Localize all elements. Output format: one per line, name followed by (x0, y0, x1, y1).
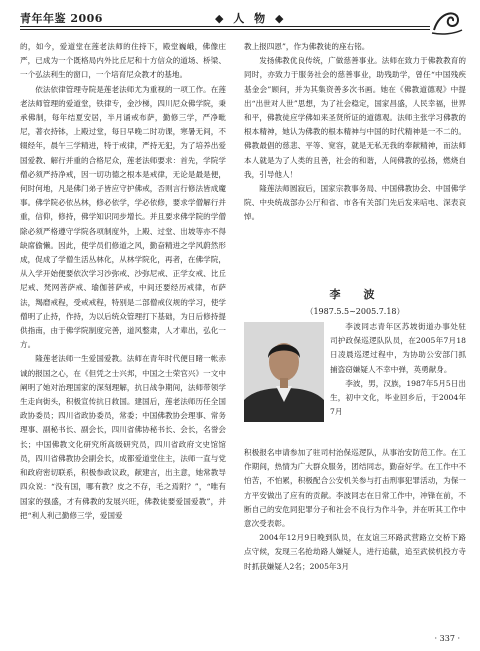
paragraph: 积极报名申请参加了驻司村治保巡逻队，从事治安防范工作。在工作期间，热情为广大群众服务，团结同志，勤奋好学。在工作中不怕苦，不怕累，积极配合公安机关参与打击刑事犯罪活动，为保一方平安做出了应有的贡献。李波同志在日常工作中，冲锋在前，不断自己的安危同犯罪分子和社会不良行为作斗争，并在听其工作中意次受表彰。 (244, 448, 466, 529)
paragraph: 发扬佛教优良传统，广做慈善事业。法师在致力于佛教教育的同时，亦致力于服务社会的慈善事业，助残助学，曾任“中国残疾基金会”顾问，并为其集资善多次书画。她在《佛教道德观》中提出“出世对人世”思想，为了社会稳定，国家昌盛，人民幸福，世界和平，佛教徒应学佛如来圣贤所证的道德观。法师主张学习佛教的根本精神，她认为佛教的根本精神与中国的时代精神是一不二的。佛教最倡的慈悲、平等、宽容，就是无私无我的奉献精神，而法师本人就是为了人类的且善，社会的和谐，人间佛教的弘扬，燃烧自我，引导他人！ (244, 56, 466, 179)
right-article-column (244, 40, 466, 230)
portrait-photo (244, 322, 324, 422)
decorative-swirl-icon (430, 6, 464, 36)
yearbook-title: 青年年鉴 2006 (20, 12, 103, 25)
paragraph: 隆莲法师圆寂后，国家宗教事务局、中国佛教协会、中国佛学院、中央统战部办公厅和省、市各有关部门先后发来唁电、深表哀悼。 (244, 184, 466, 222)
header-rule-thin (20, 29, 430, 30)
paragraph: 2004年12月9日晚到队员，在友谊三环路武营路立交桥下路点守候，发现三名抢劫路人嫌疑人，进行追截，追至武侯机投方寺时抓获嫌疑人2名；2005年3月 (244, 533, 466, 571)
person-name: 李 波 (329, 288, 381, 301)
paragraph: 的，如今，爱道堂在莲老法师的住持下，殿堂巍峨，佛像庄严，已成为一个既格局内外比丘尼和十方信众的道场、桥梁、一个弘法利生的窗口，一个培育尼众教才的基地。 (20, 42, 226, 80)
paragraph: 李波，男，汉族，1987年5月5日出生，初中文化，毕业回乡后，于2004年7月 (330, 378, 466, 417)
paragraph: 教上报四恩”，作为佛教徒的座右铭。 (244, 42, 370, 51)
biography-intro (330, 320, 466, 446)
page-number: · 337 · (434, 634, 460, 643)
biography-continued (244, 446, 466, 618)
left-article-column (20, 40, 226, 635)
paragraph: 隆莲老法师一生爱国爱教。法师在青年时代便目睹一帐赤诚的报国之心，在《但凭之士兴邦，中国之士荣官兴》一文中阐明了她对治理国家的深刻理解，抗日战争期间，法师带领学生走向街头，积极宣传抗日救国。建国后，莲老法师历任全国政协委员；四川省政协委员，常委；中国佛教协会理事、常务理事、副秘书长、副会长，四川省佛协秘书长、会长，名誉会长；中国佛教文化研究所高级研究员，四川省政府文史馆馆员，四川省佛教协会副会长，成都爱道堂住主，法师一直与党和政府密切联系，积极参政议政，献建言，出主意，她常教导四众说：“没有国，哪有教？皮之不存，毛之焉附？”，“唯有国家的强盛，才有佛教的发展兴旺，佛教徒要爱国爱教”，并把“利人利己勤修三学，爱国爱 (20, 354, 226, 520)
paragraph: 依法依律管理寺院是莲老法师尤为重视的一项工作。在莲老法师管理的爱道堂，铁律专，金沙梯，四川尼众佛学院，秉承佛制，每年结夏安居，半月诵戒布萨，勤修三学，严净毗尼，著衣持钵，上殿过堂，每日早晚二时功课，寒暑无间，不辍经年，晨午三学精进，特于戒律，严持无犯，为了培养出爱国爱教、解行并重的合格尼众，莲老法师要求：首先，学院学僧必须严持净戒，因一切功德之根本是戒律，无论是最是便，何时何地，凡是佛门弟子皆应守护佛戒，否则言行修法皆成魔事。佛学院必依丛林，修必依学，学必依修，要求学僧解行并重，信仰，修持，佛学知识同步增长。并且要求佛学院的学僧除必须严格遵守学院各项制度外，上殿、过堂、出坡等亦不得缺席偷懒。因此，使学员们修道之风，勤奋精进之学风蔚然形成，促成了学僧生活丛林化，从林学院化，再者，在佛学院，从入学开始便要依次学习沙弥戒、沙弥尼戒、正学女戒、比丘尼戒、梵网菩萨戒、瑜伽菩萨戒，中间还要经历戒律，布萨法，羯磨戒程，受戒戒程，特别是二部僧戒仪规的学习，使学僧明了止持，作持，为以后统众管理打下基础，为日后修持提供指南，由于佛学院制度完善，道风整肃，人才辈出，弘化一方。 (20, 84, 226, 350)
paragraph: 李波同志青年区苏坡街道办事处驻司护政保巡逻队队员，在2005年7月18日凌晨巡逻过程中，为协助公安部门抓捕盗窃嫌疑人不幸中弹，英勇献身。 (330, 322, 466, 374)
portrait-figure-icon (244, 322, 324, 422)
person-dates: （1987.5.5~2005.7.18） (305, 307, 405, 316)
header-rule (20, 26, 430, 27)
section-title: ◆ 人 物 ◆ (215, 12, 287, 25)
